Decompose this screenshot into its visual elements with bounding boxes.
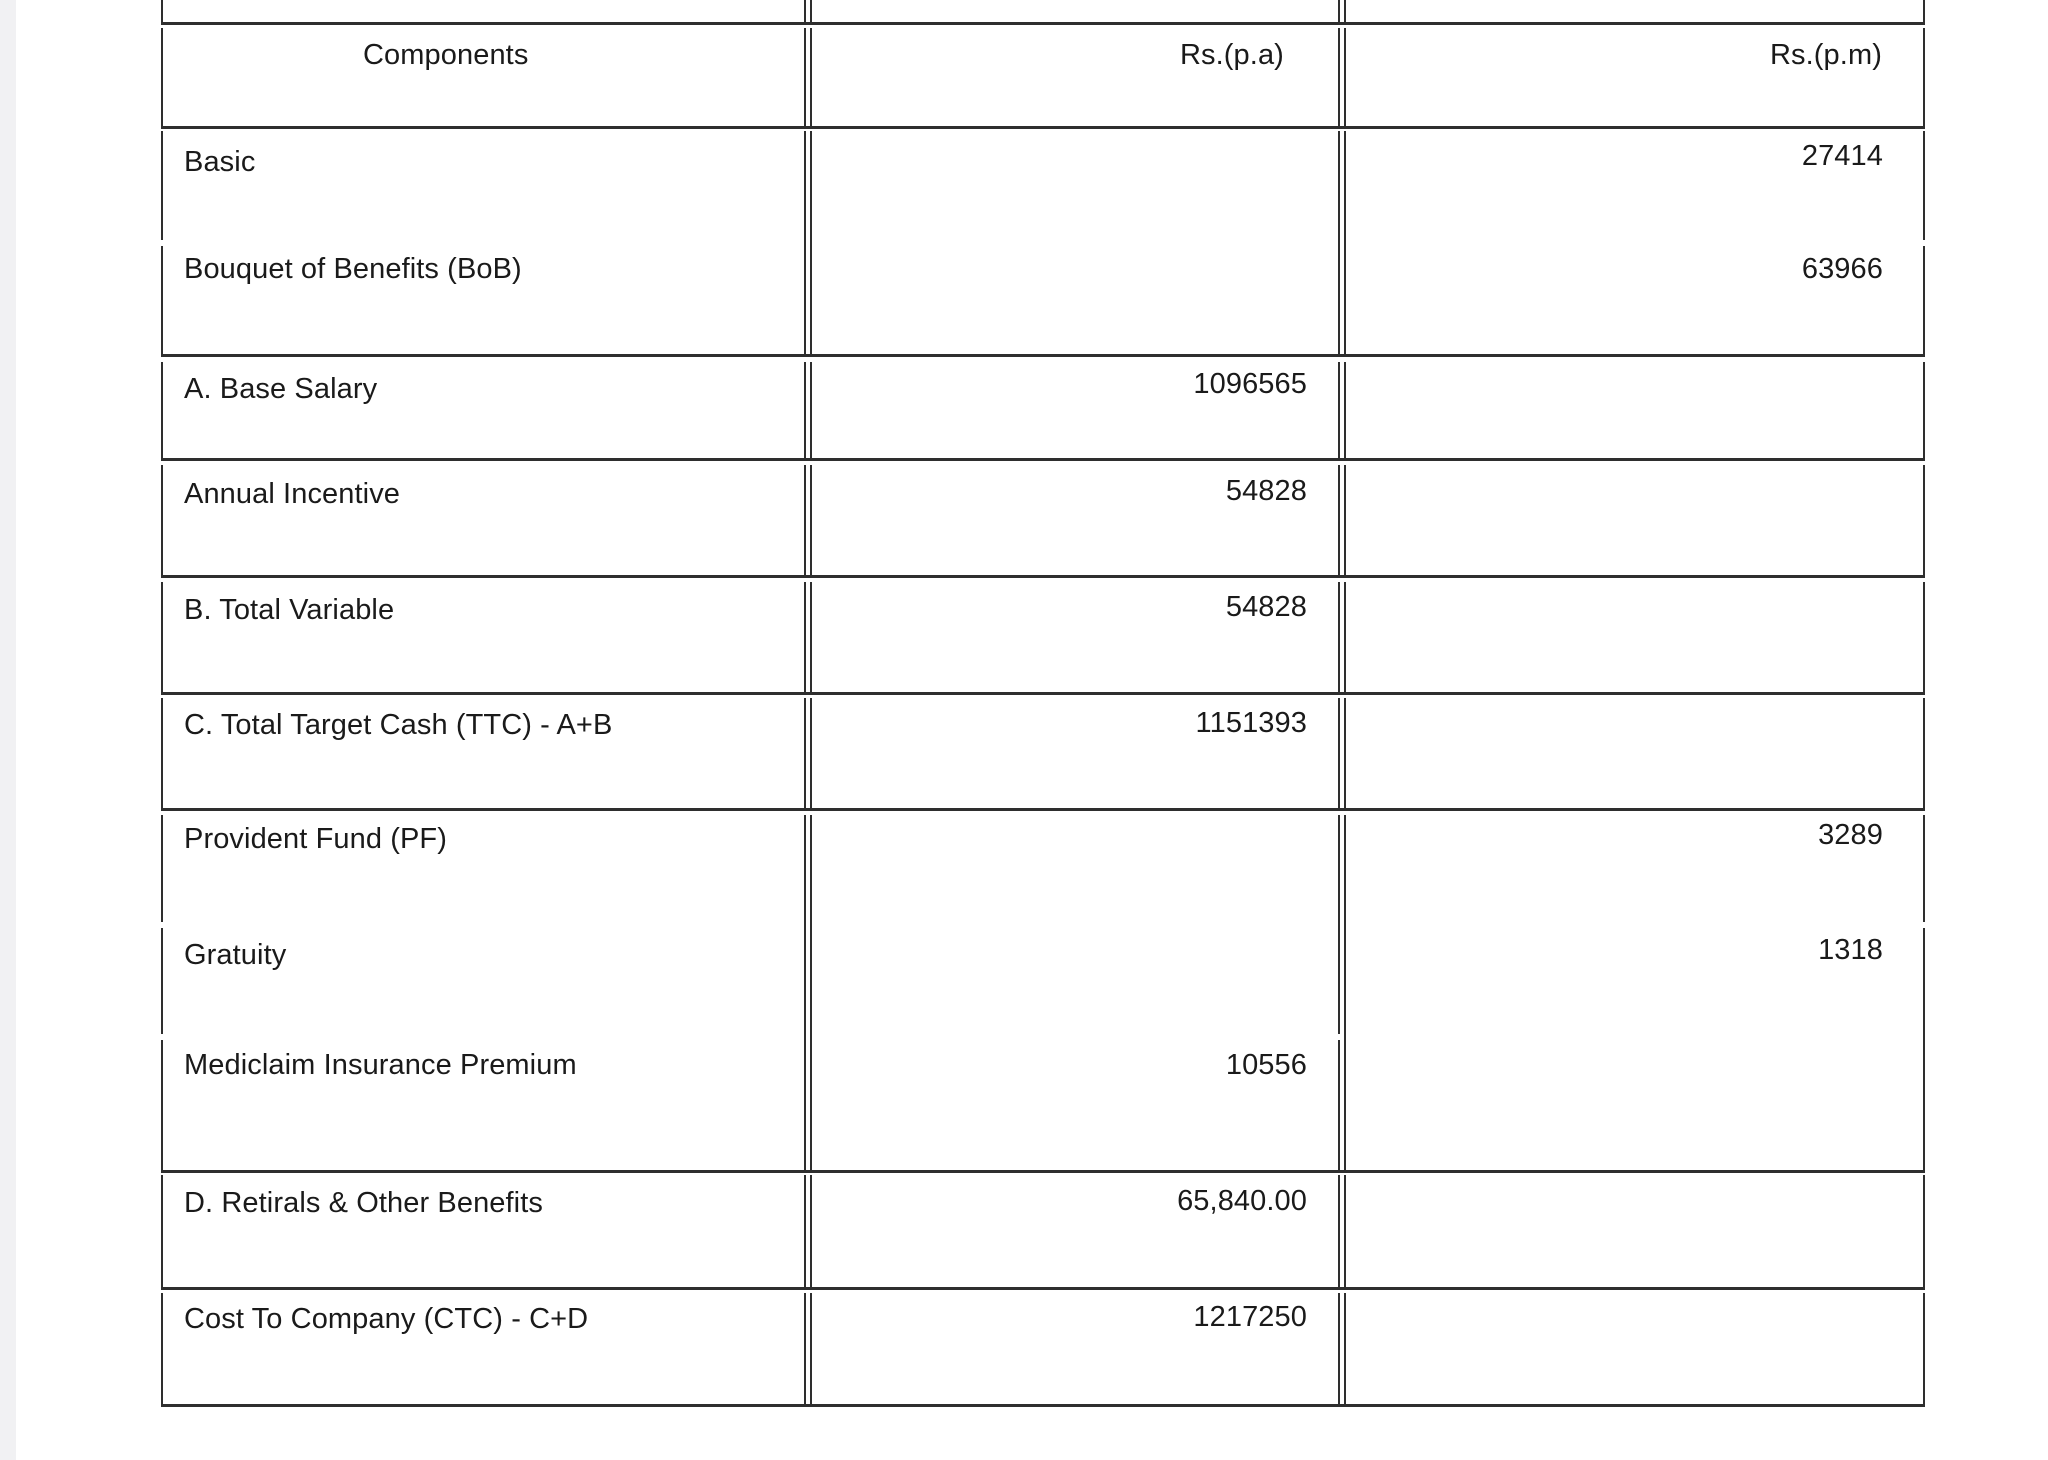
table-top-cell-2 [810,0,1340,24]
row-value-pm: 63966 [1801,253,1883,285]
row-value-pa: 1151393 [1195,707,1307,739]
row-label: Annual Incentive [184,478,401,510]
row-label: Cost To Company (CTC) - C+D [184,1303,589,1335]
row-label: A. Base Salary [184,373,378,405]
row-label: Basic [184,146,256,178]
row-value-pa: 10556 [1225,1049,1307,1081]
row-value-pa: 54828 [1225,475,1307,507]
row-value-pa: 1217250 [1193,1301,1307,1333]
cell-group-1-components [161,131,806,355]
cell-pm [1344,362,1925,460]
border-gap [1922,922,1928,928]
cell-group-2-pm [1344,815,1925,1170]
table-rule [161,354,1925,357]
table-rule [161,22,1925,25]
cell-pm [1344,582,1925,694]
cell-pm [1344,1293,1925,1406]
border-gap [158,922,164,928]
border-gap [1922,240,1928,246]
row-value-pa: 1096565 [1193,368,1307,400]
cell-pm [1344,698,1925,810]
cell-group-1-pa [810,131,1340,355]
table-rule [161,575,1925,578]
table-rule [161,808,1925,811]
table-top-cell-1 [161,0,806,24]
row-label: Provident Fund (PF) [184,823,447,855]
row-label: D. Retirals & Other Benefits [184,1187,543,1219]
table-rule [161,692,1925,695]
row-value-pm: 27414 [1801,140,1883,172]
border-gap [158,240,164,246]
border-gap [1337,1034,1343,1040]
row-value-pm: 3289 [1818,819,1883,851]
cell-group-2-pa [810,815,1340,1170]
cell-pm [1344,465,1925,577]
cell-group-2-components [161,815,806,1170]
row-label: Mediclaim Insurance Premium [184,1049,577,1081]
table-rule [161,458,1925,461]
table-top-cell-3 [1344,0,1925,24]
row-value-pa: 54828 [1225,591,1307,623]
row-label: Gratuity [184,939,287,971]
table-rule [161,1170,1925,1173]
row-value-pa: 65,840.00 [1177,1185,1307,1217]
cell-pm [1344,1175,1925,1288]
row-label: C. Total Target Cash (TTC) - A+B [184,709,613,741]
row-value-pm: 1318 [1818,934,1883,966]
table-rule [161,1287,1925,1290]
row-label: Bouquet of Benefits (BoB) [184,253,522,285]
table-rule [161,126,1925,129]
border-gap [158,1034,164,1040]
row-label: B. Total Variable [184,594,395,626]
table-rule [161,1404,1925,1407]
header-per-month: Rs.(p.m) [1770,39,1882,71]
header-components: Components [363,39,529,71]
header-per-annum: Rs.(p.a) [1180,39,1284,71]
